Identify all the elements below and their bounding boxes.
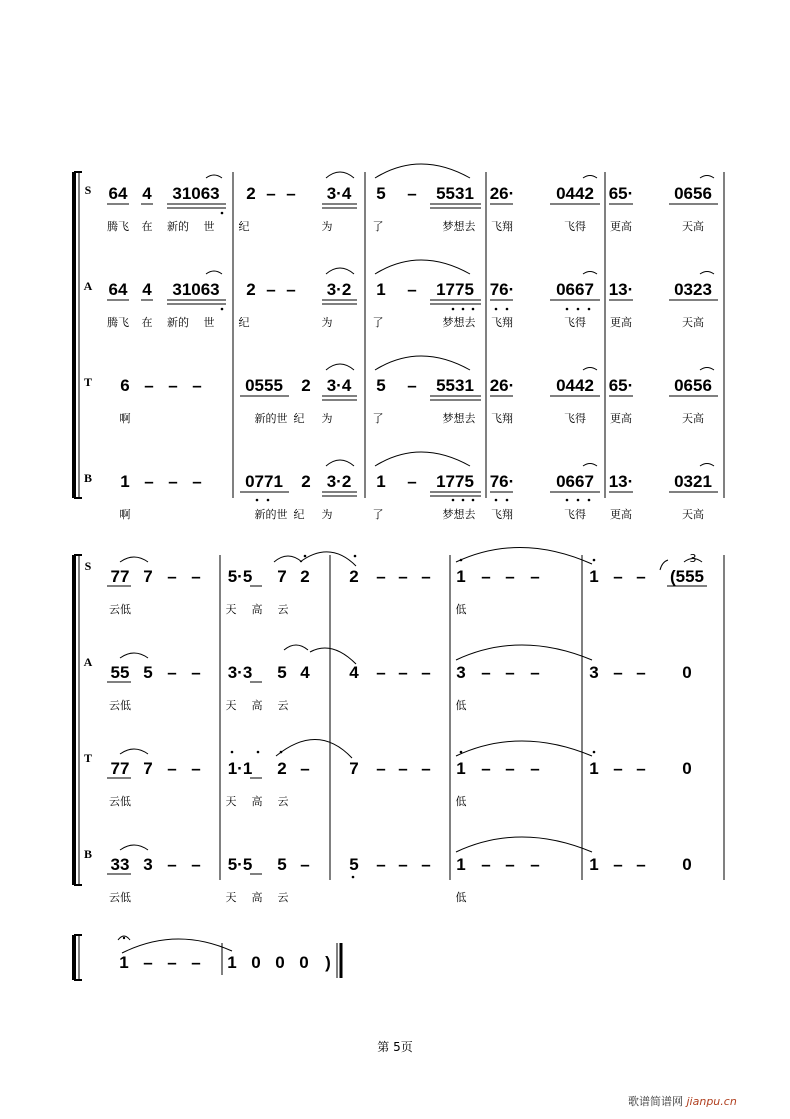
lyric: 啊 [119,412,131,425]
note: – [407,184,417,203]
lyric: 飞得 [564,316,586,329]
note: (555 [669,567,705,586]
note: 1 [589,567,599,586]
note: – [266,184,276,203]
lyric: 天高 [682,316,704,329]
note: 2 [246,280,256,299]
lyric: 了 [372,508,384,521]
lyric: 高 [251,795,263,808]
note: 6 [120,376,130,395]
note: 2 [301,376,311,395]
note: ) [325,953,331,972]
lyric: 云低 [109,891,131,904]
note: – [505,567,515,586]
note: – [481,855,491,874]
note: – [481,759,491,778]
note: 4 [142,184,152,203]
note: 5 [277,855,287,874]
note: – [398,663,408,682]
note: 4 [300,663,310,682]
note: – [636,663,646,682]
note: 0667 [556,280,594,299]
note: 77 [110,759,130,778]
note: – [421,663,431,682]
lyric: 高 [251,891,263,904]
note: – [300,855,310,874]
note: 5 [277,663,287,682]
note: 1 [120,472,130,491]
lyric: 梦想去 [442,508,476,521]
lyric: 天高 [682,508,704,521]
note: – [191,759,201,778]
note: – [144,376,154,395]
note: – [286,184,296,203]
lyric: 为 [321,412,333,425]
lyric: 低 [455,603,467,616]
lyric: 飞翔 [491,412,513,425]
voice-label-A: A [83,655,93,669]
note: 0442 [556,376,594,395]
note: – [530,567,540,586]
lyric: 为 [321,508,333,521]
note: 5531 [436,184,474,203]
note: – [398,567,408,586]
note: – [481,663,491,682]
system-1-dots [221,212,591,502]
note: 4 [142,280,152,299]
lyric: 天 [225,891,237,904]
note: 1 [376,472,386,491]
lyric: 更高 [610,220,632,233]
note: – [376,567,386,586]
lyric: 梦想去 [442,220,476,233]
note: 2 [300,567,310,586]
system-1-frame [74,164,724,498]
note: – [266,280,276,299]
lyric: 云 [277,603,289,616]
note: – [144,472,154,491]
note: 13· [608,472,634,491]
note: 3 [589,663,599,682]
lyric: 新的世 [254,508,288,521]
note: – [191,855,201,874]
note: 0321 [674,472,712,491]
note: 5 [143,663,153,682]
note: – [300,759,310,778]
lyric: 天高 [682,220,704,233]
note: 64 [108,280,128,299]
lyric: 纪 [293,412,305,425]
lyric: 云 [277,699,289,712]
lyric: 在 [141,316,153,329]
note: 1 [376,280,386,299]
note: – [167,663,177,682]
lyric: 天高 [682,412,704,425]
note: 3·2 [326,280,352,299]
note: – [192,376,202,395]
voice-label-S: S [84,183,92,197]
lyric: 低 [455,795,467,808]
lyric: 在 [141,220,153,233]
lyric: 云 [277,891,289,904]
fermata-dot [123,937,125,939]
note: 5 [376,376,386,395]
voice-label-S: S [84,559,92,573]
lyric: 云低 [109,603,131,616]
note: – [505,663,515,682]
note: 65· [608,376,634,395]
lyric: 为 [321,316,333,329]
note: 4 [349,663,359,682]
note: 1775 [436,280,474,299]
lyric: 世 [203,220,215,233]
lyric: 新的 [167,220,189,233]
note: – [192,472,202,491]
lyric: 飞翔 [491,220,513,233]
lyric: 更高 [610,412,632,425]
note: – [505,759,515,778]
lyric: 了 [372,220,384,233]
note: 5531 [436,376,474,395]
note: 2 [277,759,287,778]
note: – [636,567,646,586]
note: 0656 [674,184,712,203]
note: 3·2 [326,472,352,491]
lyric: 云 [277,795,289,808]
note: 2 [301,472,311,491]
note: 65· [608,184,634,203]
triplet-mark: 3 [689,552,697,565]
lyric: 腾飞 [107,220,129,233]
lyric: 高 [251,603,263,616]
voice-label-T: T [83,751,93,765]
note: 1 [589,759,599,778]
lyric: 了 [372,412,384,425]
lyric: 更高 [610,316,632,329]
note: 0555 [245,376,283,395]
note: 55 [110,663,130,682]
note: 1·1 [227,759,253,778]
note: – [613,567,623,586]
note: 3·4 [326,376,352,395]
note: 1 [119,953,129,972]
note: – [167,855,177,874]
note: 0 [299,953,309,972]
note: 0 [251,953,261,972]
note: 64 [108,184,128,203]
note: 0771 [245,472,283,491]
lyric: 飞得 [564,220,586,233]
lyric: 纪 [238,220,250,233]
note: – [398,759,408,778]
note: – [376,759,386,778]
voice-label-A: A [83,279,93,293]
note: 33 [110,855,130,874]
note: 0656 [674,376,712,395]
note: – [407,376,417,395]
note: 0 [682,759,692,778]
lyric: 纪 [238,316,250,329]
lyric: 低 [455,891,467,904]
note: 1 [589,855,599,874]
lyric: 了 [372,316,384,329]
note: 1 [227,953,237,972]
lyric: 新的世 [254,412,288,425]
note: 0 [682,663,692,682]
lyric: 纪 [293,508,305,521]
note: 1775 [436,472,474,491]
note: – [191,663,201,682]
lyric: 新的 [167,316,189,329]
note: – [376,855,386,874]
note: 5·5 [227,855,253,874]
note: 26· [489,376,515,395]
note: 7 [349,759,359,778]
lyric: 天 [225,699,237,712]
note: – [168,472,178,491]
note: 2 [246,184,256,203]
note: – [167,953,177,972]
note: – [191,953,201,972]
note: 2 [349,567,359,586]
voice-label-B: B [83,847,93,861]
lyric: 更高 [610,508,632,521]
note: – [167,759,177,778]
note: 0442 [556,184,594,203]
lyric: 云低 [109,795,131,808]
lyric: 天 [225,603,237,616]
lyric: 啊 [119,508,131,521]
note: – [191,567,201,586]
watermark-url: jianpu.cn [686,1095,737,1108]
note: 0 [682,855,692,874]
note: 5 [376,184,386,203]
page-number: 第 5页 [377,1040,413,1054]
lyric: 梦想去 [442,316,476,329]
note: 13· [608,280,634,299]
note: 0 [275,953,285,972]
note: – [407,472,417,491]
system-2-frame [74,547,724,885]
note: 0667 [556,472,594,491]
note: – [636,759,646,778]
lyric: 腾飞 [107,316,129,329]
note: 5·5 [227,567,253,586]
note: 1 [456,855,466,874]
note: 31063 [172,280,220,299]
lyric: 为 [321,220,333,233]
note: 0323 [674,280,712,299]
note: – [286,280,296,299]
note: – [613,855,623,874]
note: 76· [489,280,515,299]
note: – [143,953,153,972]
note: – [421,759,431,778]
note: 1 [456,567,466,586]
note: – [168,376,178,395]
note: 76· [489,472,515,491]
note: – [421,855,431,874]
lyric: 高 [251,699,263,712]
lyric: 飞得 [564,412,586,425]
lyric: 世 [203,316,215,329]
watermark-site: 歌谱简谱网 [628,1095,683,1108]
note: 7 [143,567,153,586]
score-content [84,183,712,972]
lyric: 天 [225,795,237,808]
note: 3·3 [227,663,253,682]
lyric: 梦想去 [442,412,476,425]
note: – [613,759,623,778]
note: – [636,855,646,874]
lyric: 云低 [109,699,131,712]
note: – [481,567,491,586]
note: – [530,759,540,778]
voice-label-T: T [83,375,93,389]
note: – [530,663,540,682]
site-watermark [628,1093,737,1109]
note: 31063 [172,184,220,203]
note: – [421,567,431,586]
note: 1 [456,759,466,778]
voice-label-B: B [83,471,93,485]
note: 77 [110,567,130,586]
note: 3·4 [326,184,352,203]
note: – [407,280,417,299]
note: – [167,567,177,586]
lyric: 飞得 [564,508,586,521]
lyric: 低 [455,699,467,712]
note: – [613,663,623,682]
lyric: 飞翔 [491,316,513,329]
note: 3 [143,855,153,874]
note: 7 [143,759,153,778]
note: 3 [456,663,466,682]
note: – [398,855,408,874]
note: – [376,663,386,682]
note: – [505,855,515,874]
lyric: 飞翔 [491,508,513,521]
note: 5 [349,855,359,874]
note: – [530,855,540,874]
note: 26· [489,184,515,203]
note: 7 [277,567,287,586]
